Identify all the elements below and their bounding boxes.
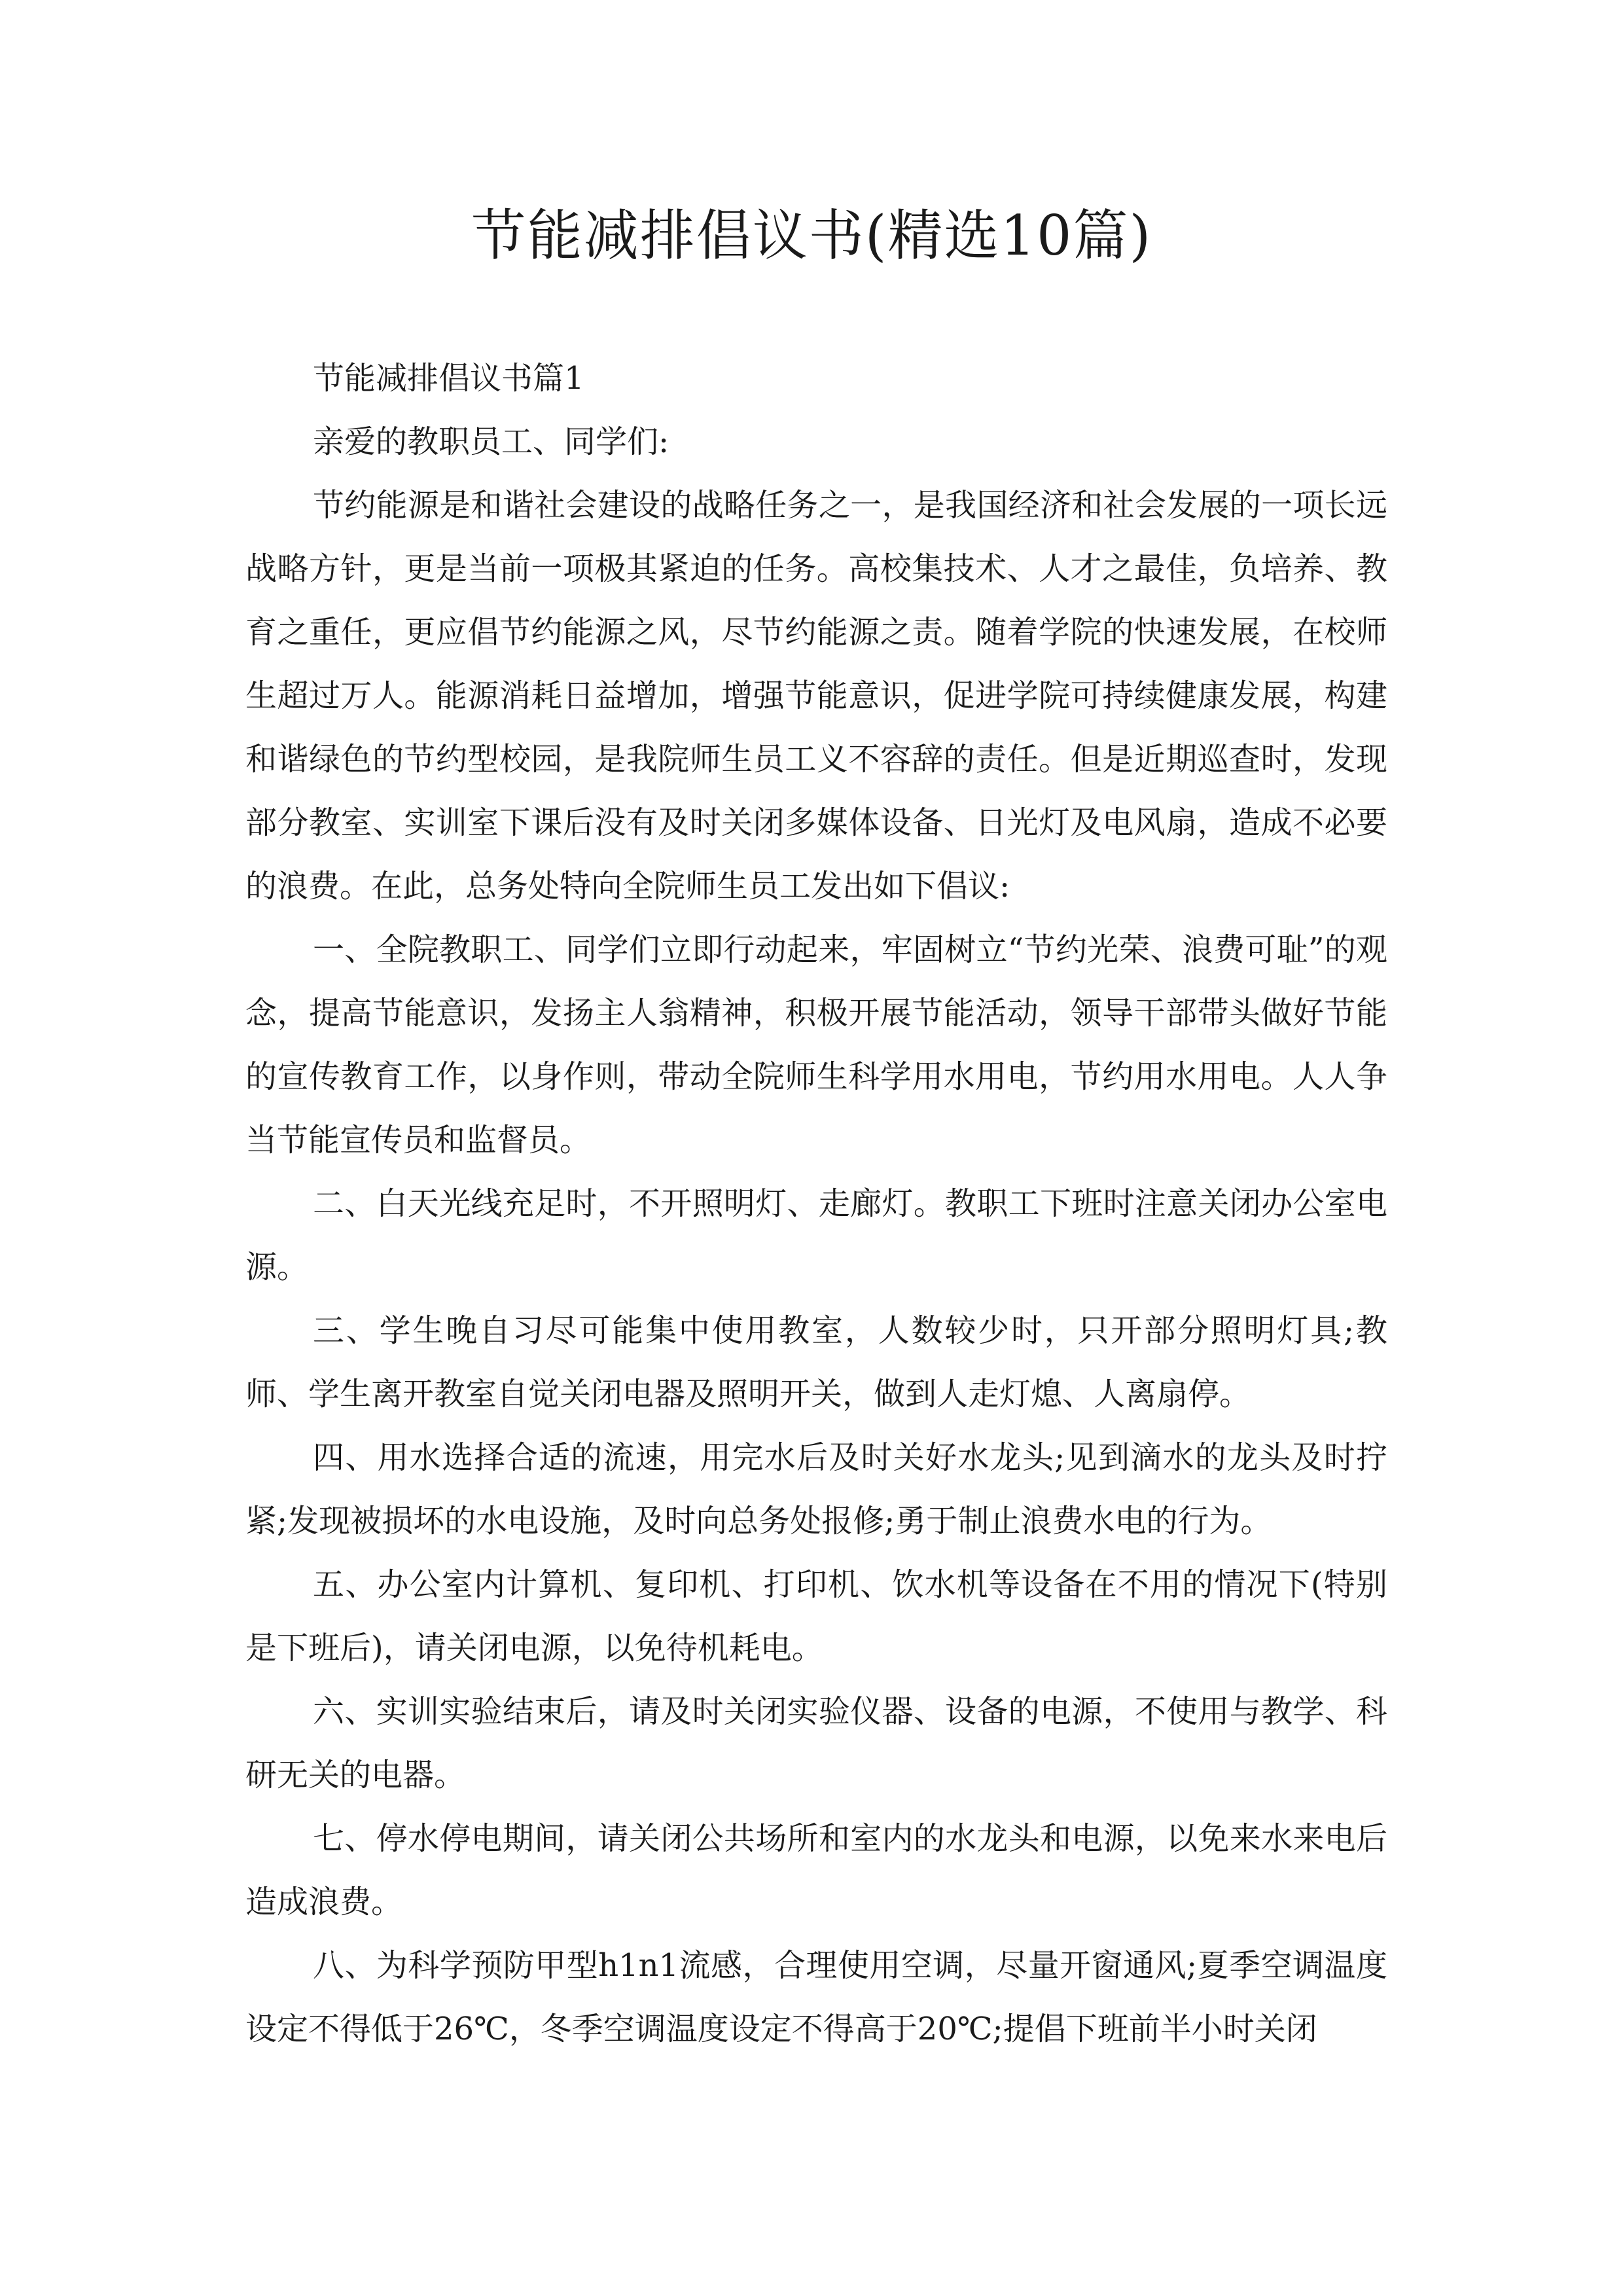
- paragraph-item-8: 八、为科学预防甲型h1n1流感，合理使用空调，尽量开窗通风;夏季空调温度设定不得低于26℃，冬季空调温度设定不得高于20℃;提倡下班前半小时关闭: [245, 1947, 1387, 2047]
- paragraph-item-6: 六、实训实验结束后，请及时关闭实验仪器、设备的电源，不使用与教学、科研无关的电器。: [245, 1693, 1387, 1793]
- paragraph-intro: 节约能源是和谐社会建设的战略任务之一，是我国经济和社会发展的一项长远战略方针，更是当前一项极其紧迫的任务。高校集技术、人才之最佳，负培养、教育之重任，更应倡节约能源之风，尽节约能源之责。随着学院的快速发展，在校师生超过万人。能源消耗日益增加，增强节能意识，促进学院可持续健康发展，构建和谐绿色的节约型校园，是我院师生员工义不容辞的责任。但是近期巡查时，发现部分教室、实训室下课后没有及时关闭多媒体设备、日光灯及电风扇，造成不必要的浪费。在此，总务处特向全院师生员工发出如下倡议:: [245, 487, 1387, 905]
- salutation: 亲爱的教职员工、同学们:: [313, 423, 669, 460]
- paragraph-item-5: 五、办公室内计算机、复印机、打印机、饮水机等设备在不用的情况下(特别是下班后)，请关闭电源，以免待机耗电。: [245, 1566, 1387, 1666]
- paragraph-item-4: 四、用水选择合适的流速，用完水后及时关好水龙头;见到滴水的龙头及时拧紧;发现被损坏的水电设施，及时向总务处报修;勇于制止浪费水电的行为。: [245, 1439, 1387, 1539]
- paragraph-item-2: 二、白天光线充足时，不开照明灯、走廊灯。教职工下班时注意关闭办公室电源。: [245, 1185, 1387, 1285]
- document-body: [245, 347, 1387, 2061]
- paragraph-item-1: 一、全院教职工、同学们立即行动起来，牢固树立“节约光荣、浪费可耻”的观念，提高节能意识，发扬主人翁精神，积极开展节能活动，领导干部带头做好节能的宣传教育工作，以身作则，带动全院师生科学用水用电，节约用水用电。人人争当节能宣传员和监督员。: [245, 931, 1387, 1158]
- paragraph-item-7: 七、停水停电期间，请关闭公共场所和室内的水龙头和电源，以免来水来电后造成浪费。: [245, 1820, 1387, 1920]
- paragraph-item-3: 三、学生晚自习尽可能集中使用教室，人数较少时，只开部分照明灯具;教师、学生离开教室自觉关闭电器及照明开关，做到人走灯熄、人离扇停。: [245, 1312, 1387, 1412]
- section-heading: 节能减排倡议书篇1: [313, 360, 584, 397]
- document-title: 节能减排倡议书(精选10篇): [471, 204, 1152, 268]
